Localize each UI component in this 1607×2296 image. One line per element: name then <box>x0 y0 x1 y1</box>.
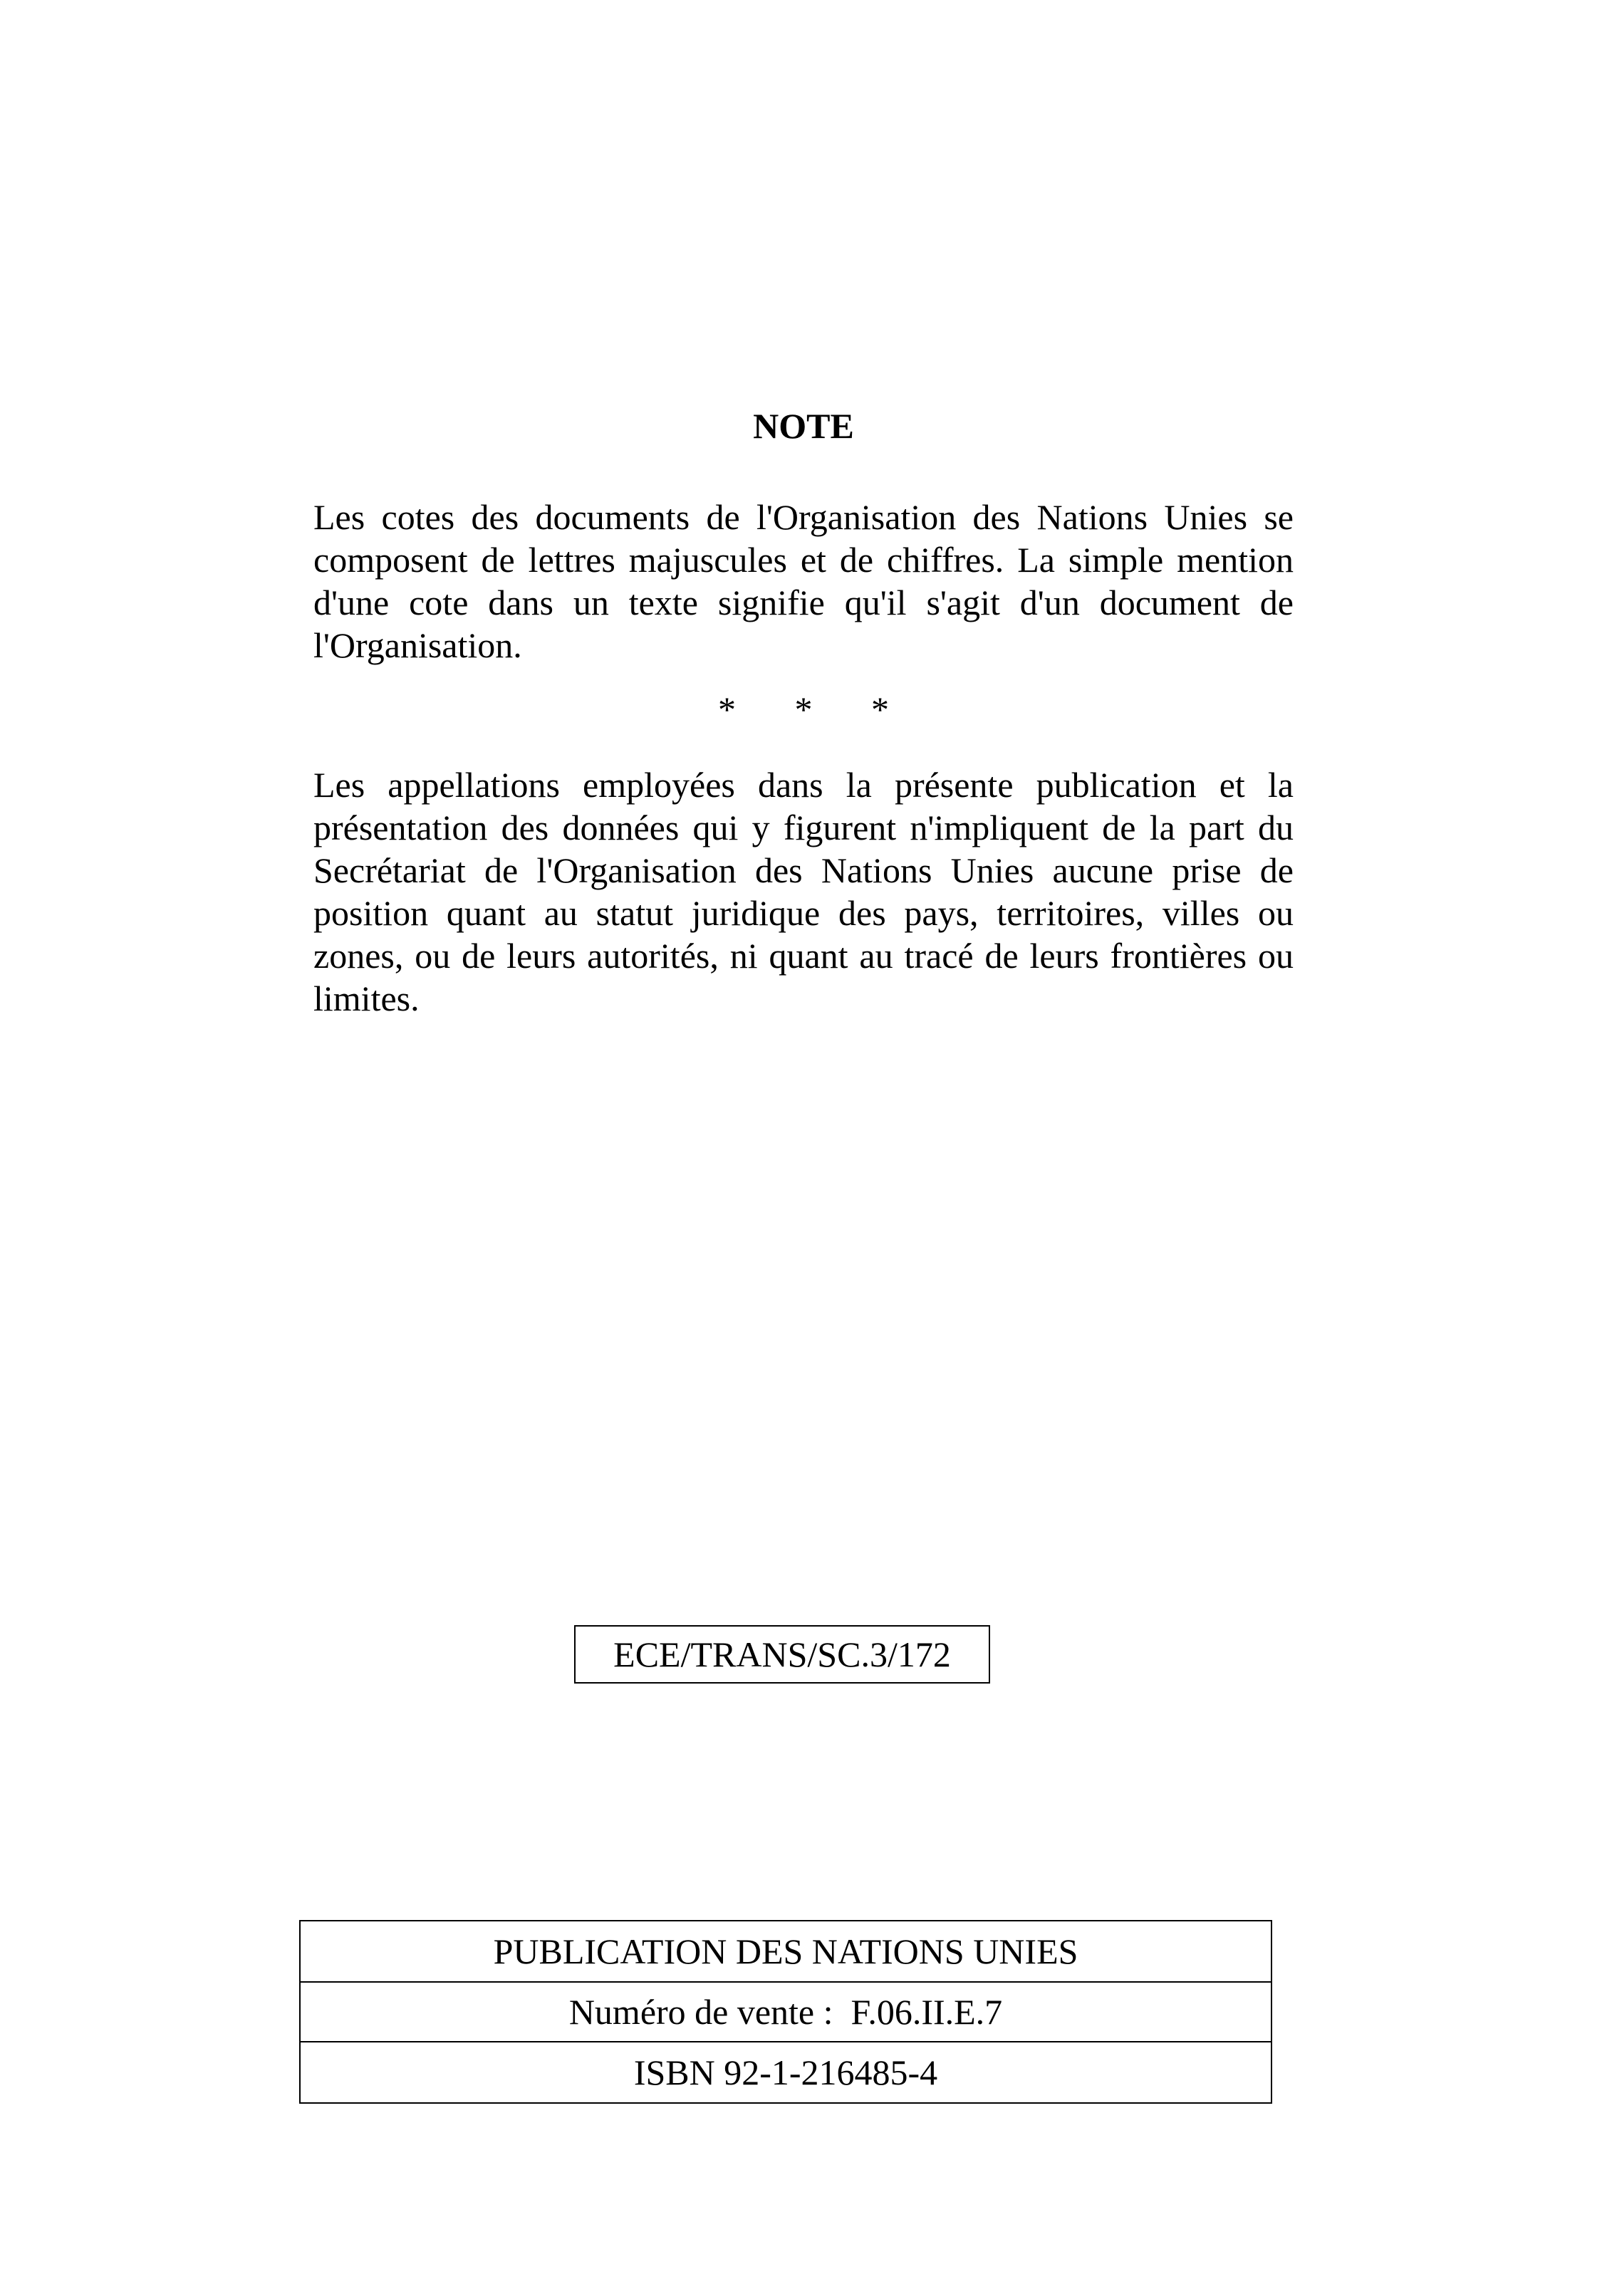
isbn: ISBN 92-1-216485-4 <box>633 2052 938 2092</box>
publication-info-table <box>299 1920 1272 2104</box>
sales-number: Numéro de vente : F.06.II.E.7 <box>568 1992 1003 2032</box>
isbn-row <box>301 2042 1271 2102</box>
note-paragraph-disclaimer: Les appellations employées dans la présente publication et la présentation des données qui y figurent n'impliquent de la part du Secrétariat de l'Organisation des Nations Unies aucune prise de position quant au statut juridique des pays, territoires, villes ou zones, ou de leurs autorités, ni quant au tracé de leurs frontières ou limites. <box>313 765 1294 1018</box>
publication-title-row <box>301 1921 1271 1983</box>
note-paragraph-symbols: Les cotes des documents de l'Organisation des Nations Unies se composent de lettres majuscules et de chiffres. La simple mention d'une cote dans un texte signifie qu'il s'agit d'un document de l'Organisation. <box>313 497 1294 665</box>
section-separator: * * * <box>718 689 889 729</box>
publication-title: PUBLICATION DES NATIONS UNIES <box>493 1931 1078 1971</box>
note-title: NOTE <box>753 406 854 446</box>
document-symbol-box <box>574 1625 990 1684</box>
sales-number-row <box>301 1983 1271 2042</box>
document-symbol: ECE/TRANS/SC.3/172 <box>613 1634 951 1674</box>
